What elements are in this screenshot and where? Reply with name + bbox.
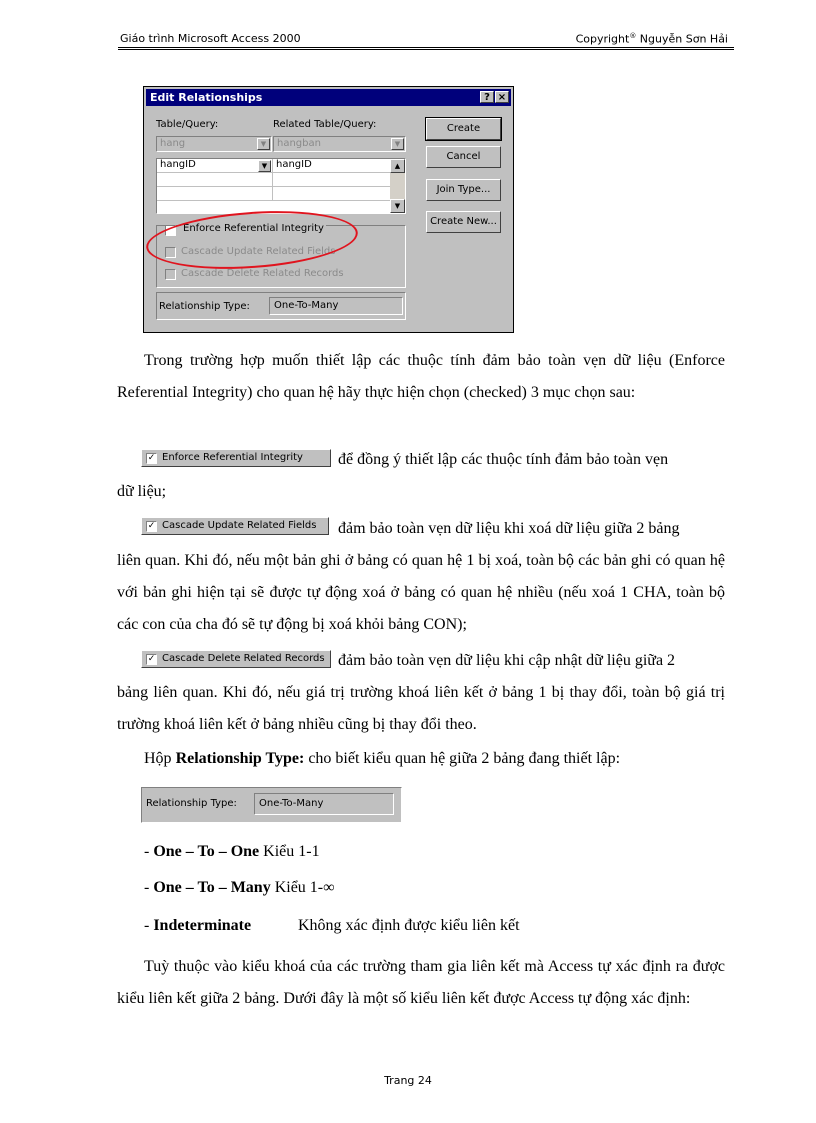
dialog-title: Edit Relationships — [150, 91, 263, 104]
option1-text: để đồng ý thiết lập các thuộc tính đảm bảo toàn vẹn — [338, 451, 669, 468]
scroll-up-icon[interactable]: ▲ — [390, 159, 405, 173]
header-copyright: Copyright® Nguyễn Sơn Hải — [575, 32, 728, 46]
list-item-desc: Không xác định được kiểu liên kết — [298, 917, 520, 934]
relationship-type-value-box: One-To-Many — [269, 297, 403, 315]
close-button[interactable]: × — [495, 91, 509, 103]
option1-text-cont: dữ liệu; — [117, 483, 167, 500]
page-header — [118, 30, 734, 48]
paragraph-closing: Tuỳ thuộc vào kiểu khoá của các trường tham gia liên kết mà Access tự xác định ra được kiểu liên kết giữa 2 bảng. Dưới đây là một số kiểu liên kết được Access tự động xác định: — [117, 958, 725, 1007]
join-type-button[interactable]: Join Type... — [426, 179, 501, 201]
relationship-type-label: Relationship Type: — [159, 301, 250, 312]
cascade-update-mini-checkbox: ✓ Cascade Update Related Fields — [141, 517, 329, 535]
table-row[interactable]: hangID ▼ hangID — [157, 159, 391, 173]
check-icon: ✓ — [147, 654, 156, 664]
create-new-button[interactable]: Create New... — [426, 211, 501, 233]
table-query-combo[interactable]: hang ▼ — [156, 136, 272, 152]
table-row[interactable] — [157, 173, 391, 187]
enforce-mini-checkbox: ✓ Enforce Referential Integrity — [141, 449, 331, 467]
cancel-button[interactable]: Cancel — [426, 146, 501, 168]
table-query-label: Table/Query: — [156, 119, 219, 130]
grid-scrollbar[interactable] — [390, 159, 405, 213]
list-item: - One – To – Many Kiểu 1-∞ — [144, 879, 335, 896]
edit-relationships-dialog — [143, 86, 514, 333]
relationship-type-panel — [156, 292, 406, 320]
option3-text: đảm bảo toàn vẹn dữ liệu khi cập nhật dữ liệu giữa 2 — [338, 652, 676, 669]
header-rule — [118, 47, 734, 50]
cascade-delete-checkbox[interactable] — [165, 269, 176, 280]
option2-text-cont: liên quan. Khi đó, nếu một bản ghi ở bảng có quan hệ 1 bị xoá, toàn bộ các bản ghi có quan hệ với bản ghi hiện tại sẽ được tự động xoá ở bảng có quan hệ nhiều (nếu xoá 1 CHA, toàn bộ các con của cha đó sẽ tự động bị xoá khỏi bảng CON); — [117, 552, 725, 633]
relationship-type-mini: Relationship Type: One-To-Many — [141, 787, 402, 823]
option3-text-cont: bảng liên quan. Khi đó, nếu giá trị trường khoá liên kết ở bảng 1 bị thay đổi, toàn bộ giá trị trường khoá liên kết ở bảng nhiều cũng bị thay đổi theo. — [117, 684, 725, 733]
cascade-update-label: Cascade Update Related Fields — [181, 246, 336, 257]
chevron-down-icon[interactable]: ▼ — [257, 138, 270, 150]
chevron-down-icon[interactable]: ▼ — [258, 160, 271, 172]
related-table-query-label: Related Table/Query: — [273, 119, 377, 130]
table-row[interactable] — [157, 187, 391, 201]
help-button[interactable]: ? — [480, 91, 494, 103]
cascade-delete-mini-checkbox: ✓ Cascade Delete Related Records — [141, 650, 331, 668]
header-book-title: Giáo trình Microsoft Access 2000 — [120, 32, 301, 45]
field-grid — [156, 158, 406, 214]
chevron-down-icon[interactable]: ▼ — [391, 138, 404, 150]
list-item: - One – To – One Kiểu 1-1 — [144, 843, 320, 860]
cascade-delete-label: Cascade Delete Related Records — [181, 268, 344, 279]
scroll-down-icon[interactable]: ▼ — [390, 199, 405, 213]
related-table-query-combo[interactable]: hangban ▼ — [273, 136, 406, 152]
option2-text: đảm bảo toàn vẹn dữ liệu khi xoá dữ liệu giữa 2 bảng — [338, 520, 680, 537]
dialog-title-bar — [146, 89, 511, 106]
check-icon: ✓ — [147, 453, 156, 463]
create-button[interactable]: Create — [426, 118, 501, 140]
relationship-type-intro: Hộp Relationship Type: cho biết kiểu quan hệ giữa 2 bảng đang thiết lập: — [144, 750, 621, 767]
check-icon: ✓ — [147, 521, 156, 531]
paragraph-intro: Trong trường hợp muốn thiết lập các thuộc tính đảm bảo toàn vẹn dữ liệu (Enforce Referential Integrity) cho quan hệ hãy thực hiện chọn (checked) 3 mục chọn sau: — [117, 352, 725, 401]
list-item: - Indeterminate — [144, 917, 252, 934]
enforce-label: Enforce Referential Integrity — [183, 223, 324, 234]
page-number: Trang 24 — [384, 1074, 432, 1087]
